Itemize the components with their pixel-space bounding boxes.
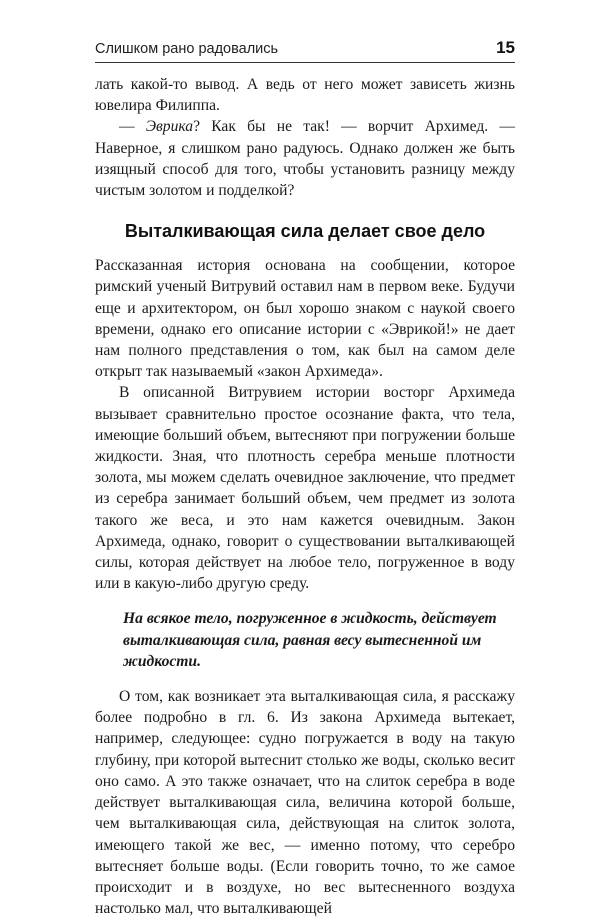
paragraph-continued: лать какой-то вывод. А ведь от него может зависеть жизнь ювелира Филиппа. xyxy=(95,76,515,115)
dialogue-dash: — xyxy=(119,118,146,136)
paragraph-archimedes-delight: В описанной Витрувием истории восторг Архимеда вызывает сравнительно простое осознание факта, что тела, имеющие больший объем, вытесняют при погружении больше жидкости. Зная, что плотность серебра меньше плотности золота, мы можем сделать очевидное заключение, что предмет из серебра занимает больший объем, чем предмет из золота такого же веса, и это нам кажется очевидным. Закон Архимеда, однако, говорит о существовании выталкивающей силы, которая действует на любое тело, погруженное в воду или в какую-либо другую среду. xyxy=(95,384,515,593)
page-number: 15 xyxy=(496,38,515,57)
paragraph-dialogue xyxy=(95,116,515,201)
running-head xyxy=(95,38,515,64)
dialogue-text: ? Как бы не так! — ворчит Архимед. — Наверное, я слишком рано радуюсь. Однако должен же быть изящный способ для того, чтобы установить разницу между чистым золотом и подделкой? xyxy=(95,118,515,200)
section-heading: Выталкивающая сила делает свое дело xyxy=(124,221,486,242)
chapter-title: Слишком рано радовались xyxy=(95,41,279,57)
header-rule xyxy=(95,62,515,63)
body-text xyxy=(95,74,515,919)
paragraph-buoyancy: О том, как возникает эта выталкивающая сила, я расскажу более подробно в гл. 6. Из закона Архимеда вытекает, например, следующее: судно погружается в воду на такую глубину, при которой вытеснит столько же воды, сколько весит оно само. А это также означает, что на слиток серебра в воде действует выталкивающая сила, величина которой больше, чем выталкивающая сила, действующая на слиток золота, имеющего такой же вес, — именно потому, что серебро вытесняет больше воды. (Если говорить точно, то же самое происходит и в воздухе, но вес вытесненного воздуха настолько мал, что выталкивающей xyxy=(95,688,515,918)
paragraph-vitruvius: Рассказанная история основана на сообщении, которое римский ученый Витрувий оставил нам в первом веке. Будучи еще и архитектором, он был хорошо знаком с наукой своего времени, однако его описание истории с «Эврикой!» не дает нам полного представления о том, как был на самом деле открыт так называемый «закон Архимеда». xyxy=(95,257,515,381)
archimedes-law-callout: На всякое тело, погруженное в жидкость, действует выталкивающая сила, равная весу вытесненной им жидкости. xyxy=(123,610,497,670)
eureka-word: Эврика xyxy=(145,118,194,136)
